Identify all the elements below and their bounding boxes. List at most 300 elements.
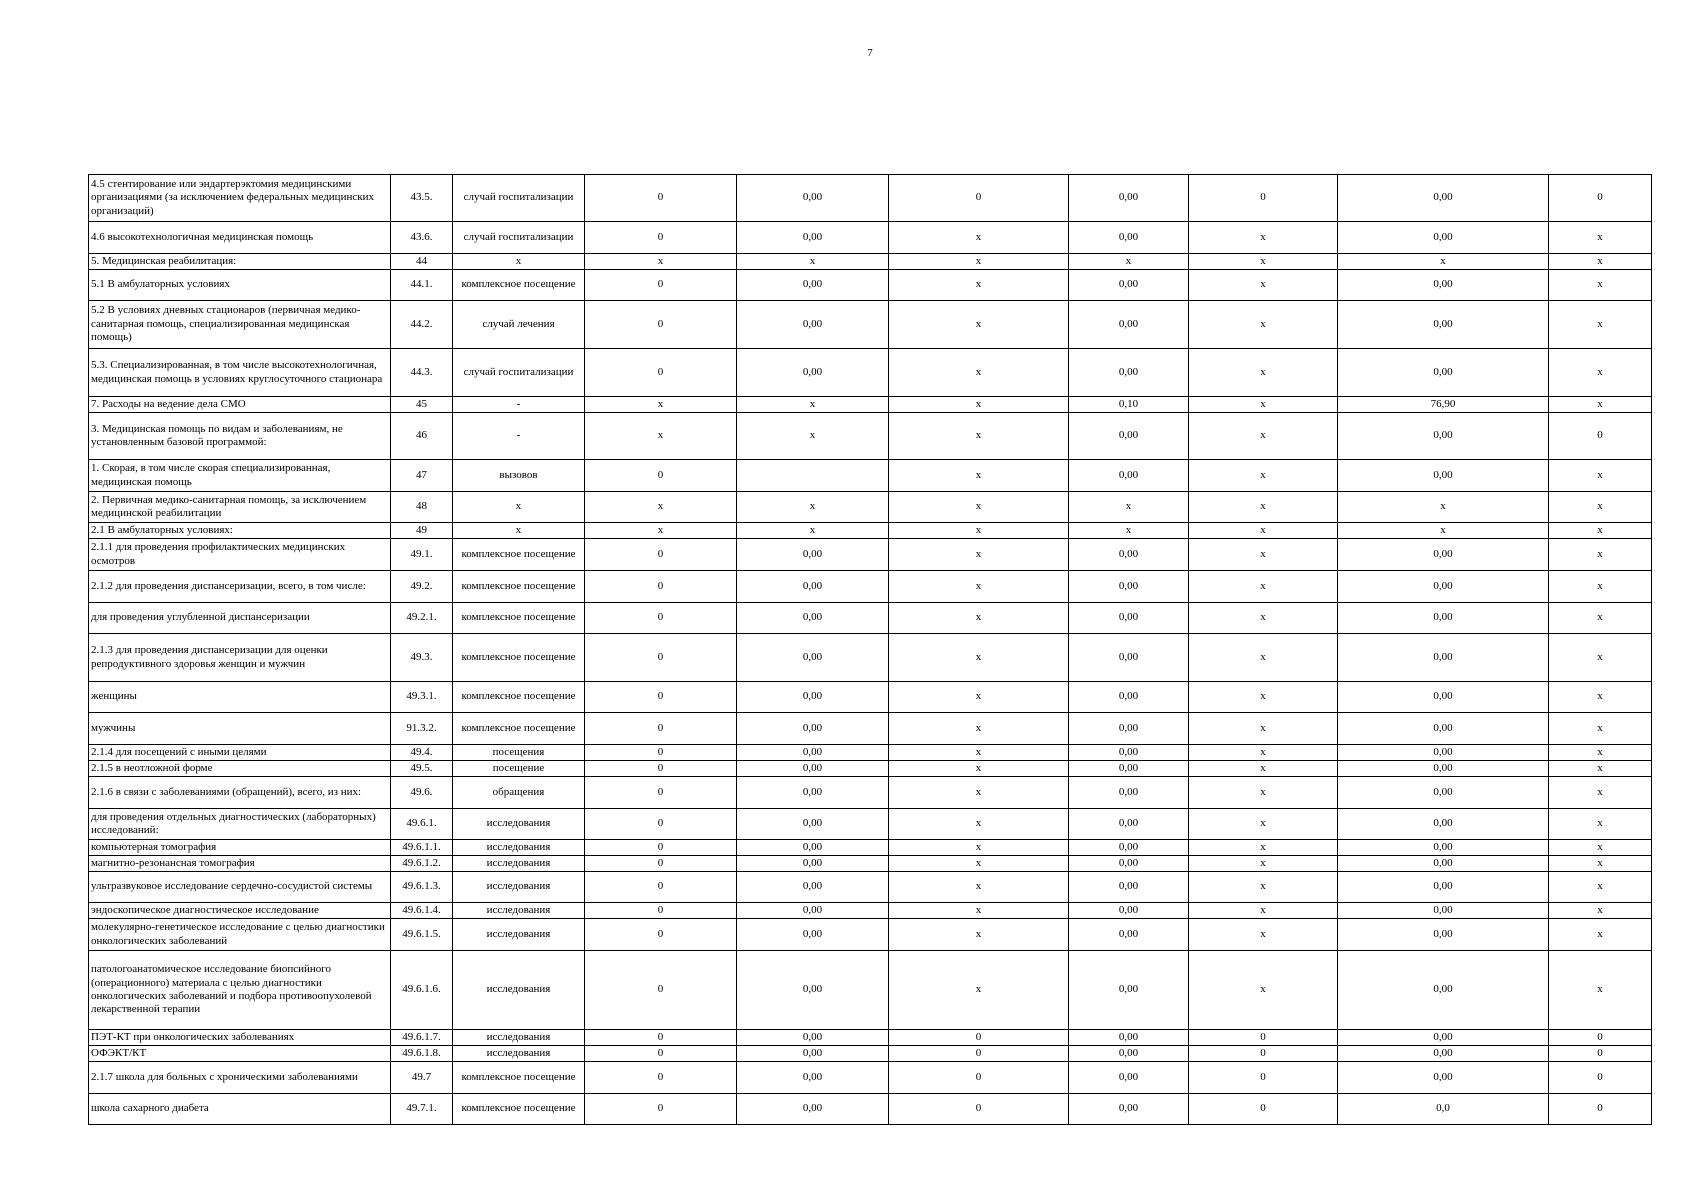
cell-col-9: 0,00 [1338,761,1549,777]
cell-col-10: x [1549,872,1652,903]
cell-col-8: x [1189,856,1338,872]
cell-col-5: 0,00 [737,903,889,919]
cell-col-7: x [1069,492,1189,523]
cell-indicator-name: для проведения углубленной диспансеризации [89,603,391,634]
cell-indicator-name: магнитно-резонансная томография [89,856,391,872]
cell-col-5: 0,00 [737,777,889,809]
cell-indicator-name: мужчины [89,713,391,745]
cell-row-code: 49.6.1.4. [391,903,453,919]
table-row [89,903,1652,919]
cell-col-7: 0,00 [1069,571,1189,603]
cell-col-6: x [889,413,1069,460]
cell-row-code: 49.6. [391,777,453,809]
cell-col-8: x [1189,603,1338,634]
cell-unit: комплексное посещение [453,270,585,301]
cell-col-4: 0 [585,349,737,397]
cell-col-9: 0,00 [1338,1046,1549,1062]
cell-row-code: 49.7 [391,1062,453,1094]
cell-indicator-name: для проведения отдельных диагностических (лабораторных) исследований: [89,809,391,840]
cell-col-7: 0,00 [1069,603,1189,634]
cell-unit: комплексное посещение [453,571,585,603]
cell-indicator-name: 2.1.7 школа для больных с хроническими заболеваниями [89,1062,391,1094]
cell-col-6: x [889,951,1069,1030]
cell-col-8: x [1189,397,1338,413]
cell-row-code: 49.6.1.3. [391,872,453,903]
cell-col-10: x [1549,254,1652,270]
cell-col-6: 0 [889,175,1069,222]
cell-col-6: x [889,840,1069,856]
cell-col-8: 0 [1189,1030,1338,1046]
cell-col-10: x [1549,903,1652,919]
cell-col-7: 0,10 [1069,397,1189,413]
cell-row-code: 47 [391,460,453,492]
cell-row-code: 49.1. [391,539,453,571]
cell-col-6: x [889,919,1069,951]
cell-unit: комплексное посещение [453,1094,585,1125]
cell-indicator-name: 4.6 высокотехнологичная медицинская помощь [89,222,391,254]
cell-unit: посещения [453,745,585,761]
cell-col-4: 0 [585,951,737,1030]
cell-col-10: 0 [1549,1094,1652,1125]
cell-unit: комплексное посещение [453,682,585,713]
cell-col-5: 0,00 [737,175,889,222]
cell-col-6: x [889,761,1069,777]
cell-indicator-name: школа сахарного диабета [89,1094,391,1125]
cell-col-8: x [1189,222,1338,254]
cell-col-8: x [1189,903,1338,919]
cell-col-4: 0 [585,1094,737,1125]
cell-col-6: x [889,571,1069,603]
cell-row-code: 49.2. [391,571,453,603]
cell-col-5 [737,460,889,492]
cell-col-5: 0,00 [737,634,889,682]
cell-col-8: x [1189,872,1338,903]
cell-unit: комплексное посещение [453,539,585,571]
table-row [89,809,1652,840]
cell-col-8: x [1189,761,1338,777]
cell-col-5: 0,00 [737,222,889,254]
cell-col-8: x [1189,301,1338,349]
page-number: 7 [867,47,873,59]
cell-col-4: x [585,413,737,460]
table-row [89,951,1652,1030]
cell-col-10: x [1549,270,1652,301]
cell-unit: комплексное посещение [453,1062,585,1094]
cell-col-5: 0,00 [737,603,889,634]
cell-col-10: 0 [1549,175,1652,222]
cell-unit: вызовов [453,460,585,492]
cell-col-9: 0,00 [1338,634,1549,682]
cell-col-6: 0 [889,1046,1069,1062]
cell-col-6: x [889,270,1069,301]
cell-col-10: x [1549,301,1652,349]
cell-unit: исследования [453,809,585,840]
cell-indicator-name: 2.1.5 в неотложной форме [89,761,391,777]
cell-col-9: 0,00 [1338,539,1549,571]
cell-col-9: 0,00 [1338,713,1549,745]
cell-col-9: 0,00 [1338,175,1549,222]
cell-row-code: 49.6.1.7. [391,1030,453,1046]
table-row [89,254,1652,270]
cell-unit: исследования [453,1030,585,1046]
cell-col-8: x [1189,840,1338,856]
cell-col-9: 0,00 [1338,571,1549,603]
cell-col-10: x [1549,634,1652,682]
cell-col-4: 0 [585,682,737,713]
cell-row-code: 49.6.1.5. [391,919,453,951]
cell-col-10: x [1549,222,1652,254]
cell-indicator-name: 2.1.6 в связи с заболеваниями (обращений), всего, из них: [89,777,391,809]
table-row [89,856,1652,872]
cell-col-4: 0 [585,1046,737,1062]
cell-col-10: x [1549,460,1652,492]
cell-col-7: 0,00 [1069,1030,1189,1046]
cell-col-4: 0 [585,761,737,777]
cell-col-8: x [1189,571,1338,603]
table-row [89,1094,1652,1125]
table-row [89,713,1652,745]
cell-col-7: 0,00 [1069,903,1189,919]
cell-unit: x [453,492,585,523]
cell-col-9: 0,00 [1338,1030,1549,1046]
cell-col-4: 0 [585,1062,737,1094]
cell-col-4: 0 [585,745,737,761]
cell-col-4: 0 [585,809,737,840]
cell-row-code: 49.7.1. [391,1094,453,1125]
cell-col-5: 0,00 [737,809,889,840]
cell-unit: исследования [453,872,585,903]
cell-col-5: 0,00 [737,951,889,1030]
cell-col-10: x [1549,349,1652,397]
cell-col-6: x [889,349,1069,397]
cell-unit: исследования [453,951,585,1030]
cell-col-10: x [1549,761,1652,777]
cell-col-4: x [585,523,737,539]
cell-col-5: x [737,397,889,413]
cell-indicator-name: 2.1.4 для посещений с иными целями [89,745,391,761]
cell-row-code: 43.6. [391,222,453,254]
cell-col-9: x [1338,254,1549,270]
cell-col-10: x [1549,713,1652,745]
cell-col-8: x [1189,745,1338,761]
cell-col-10: 0 [1549,413,1652,460]
cell-col-8: x [1189,539,1338,571]
cell-col-8: x [1189,254,1338,270]
cell-indicator-name: 2. Первичная медико-санитарная помощь, за исключением медицинской реабилитации [89,492,391,523]
cell-indicator-name: молекулярно-генетическое исследование с целью диагностики онкологических заболеваний [89,919,391,951]
cell-row-code: 44.1. [391,270,453,301]
cell-col-7: 0,00 [1069,349,1189,397]
cell-col-5: 0,00 [737,745,889,761]
cell-indicator-name: 5.1 В амбулаторных условиях [89,270,391,301]
table-row [89,492,1652,523]
cell-row-code: 49.6.1.8. [391,1046,453,1062]
cell-col-10: x [1549,856,1652,872]
cell-unit: исследования [453,840,585,856]
cell-col-8: x [1189,951,1338,1030]
cell-unit: исследования [453,919,585,951]
cell-col-9: 0,00 [1338,349,1549,397]
cell-col-6: 0 [889,1030,1069,1046]
cell-row-code: 49.6.1. [391,809,453,840]
cell-col-4: 0 [585,270,737,301]
cell-row-code: 45 [391,397,453,413]
cell-indicator-name: ОФЭКТ/КТ [89,1046,391,1062]
cell-indicator-name: 5. Медицинская реабилитация: [89,254,391,270]
cell-col-4: x [585,254,737,270]
cell-col-9: 0,00 [1338,270,1549,301]
cell-col-4: 0 [585,603,737,634]
cell-col-10: x [1549,539,1652,571]
cell-col-9: 0,00 [1338,856,1549,872]
cell-indicator-name: патологоанатомическое исследование биопсийного (операционного) материала с целью диагностики онкологических заболеваний и подбора противоопухолевой лекарственной терапии [89,951,391,1030]
cell-unit: - [453,413,585,460]
cell-indicator-name: 3. Медицинская помощь по видам и заболеваниям, не установленным базовой программой: [89,413,391,460]
cell-col-5: x [737,523,889,539]
cell-col-7: 0,00 [1069,777,1189,809]
cell-col-10: x [1549,397,1652,413]
cell-col-7: 0,00 [1069,745,1189,761]
cell-col-7: 0,00 [1069,460,1189,492]
data-table [88,174,1652,1125]
cell-indicator-name: 5.2 В условиях дневных стационаров (первичная медико-санитарная помощь, специализированная медицинская помощь) [89,301,391,349]
cell-col-5: 0,00 [737,840,889,856]
cell-row-code: 49.3.1. [391,682,453,713]
cell-col-8: x [1189,270,1338,301]
cell-col-4: 0 [585,856,737,872]
cell-col-7: 0,00 [1069,1094,1189,1125]
cell-indicator-name: 7. Расходы на ведение дела СМО [89,397,391,413]
table-row [89,397,1652,413]
cell-col-5: 0,00 [737,856,889,872]
cell-col-9: 76,90 [1338,397,1549,413]
cell-unit: случай госпитализации [453,222,585,254]
cell-indicator-name: 2.1.1 для проведения профилактических медицинских осмотров [89,539,391,571]
cell-indicator-name: ультразвуковое исследование сердечно-сосудистой системы [89,872,391,903]
table-row [89,222,1652,254]
table-row [89,1046,1652,1062]
cell-col-7: 0,00 [1069,856,1189,872]
cell-col-4: 0 [585,175,737,222]
cell-col-9: 0,00 [1338,777,1549,809]
cell-col-8: x [1189,460,1338,492]
cell-col-6: x [889,856,1069,872]
cell-row-code: 49.6.1.2. [391,856,453,872]
cell-col-10: x [1549,777,1652,809]
cell-col-5: 0,00 [737,682,889,713]
cell-row-code: 44.2. [391,301,453,349]
cell-col-6: x [889,745,1069,761]
cell-col-4: 0 [585,1030,737,1046]
cell-unit: случай лечения [453,301,585,349]
cell-col-7: 0,00 [1069,222,1189,254]
cell-unit: - [453,397,585,413]
cell-col-8: x [1189,492,1338,523]
cell-col-4: 0 [585,301,737,349]
table-row [89,413,1652,460]
cell-unit: случай госпитализации [453,175,585,222]
table-row [89,634,1652,682]
cell-col-6: x [889,713,1069,745]
cell-col-4: 0 [585,919,737,951]
cell-row-code: 49.4. [391,745,453,761]
cell-col-6: x [889,539,1069,571]
cell-col-6: x [889,634,1069,682]
cell-col-4: 0 [585,872,737,903]
cell-unit: x [453,254,585,270]
cell-col-7: 0,00 [1069,301,1189,349]
cell-indicator-name: женщины [89,682,391,713]
cell-row-code: 44 [391,254,453,270]
cell-unit: исследования [453,1046,585,1062]
cell-indicator-name: 1. Скорая, в том числе скорая специализированная, медицинская помощь [89,460,391,492]
cell-col-5: 0,00 [737,539,889,571]
cell-col-6: x [889,222,1069,254]
cell-col-7: 0,00 [1069,809,1189,840]
table-row [89,523,1652,539]
cell-col-6: x [889,682,1069,713]
cell-col-7: 0,00 [1069,634,1189,682]
cell-row-code: 49.2.1. [391,603,453,634]
cell-col-10: x [1549,840,1652,856]
cell-col-9: 0,00 [1338,840,1549,856]
table-row [89,603,1652,634]
cell-col-7: 0,00 [1069,175,1189,222]
cell-col-9: 0,00 [1338,603,1549,634]
table-row [89,840,1652,856]
cell-col-9: 0,00 [1338,1062,1549,1094]
cell-col-8: 0 [1189,1094,1338,1125]
cell-col-10: 0 [1549,1046,1652,1062]
cell-col-5: x [737,413,889,460]
cell-row-code: 49.3. [391,634,453,682]
cell-col-4: 0 [585,222,737,254]
table-row [89,539,1652,571]
cell-indicator-name: 4.5 стентирование или эндартерэктомия медицинскими организациями (за исключением федеральных медицинских организаций) [89,175,391,222]
cell-col-5: 0,00 [737,872,889,903]
cell-row-code: 49.6.1.6. [391,951,453,1030]
cell-row-code: 44.3. [391,349,453,397]
cell-col-7: 0,00 [1069,951,1189,1030]
cell-col-6: 0 [889,1062,1069,1094]
table-row [89,761,1652,777]
cell-indicator-name: 5.3. Специализированная, в том числе высокотехнологичная, медицинская помощь в условиях круглосуточного стационара [89,349,391,397]
cell-unit: комплексное посещение [453,603,585,634]
cell-unit: комплексное посещение [453,634,585,682]
cell-col-6: x [889,301,1069,349]
cell-col-7: 0,00 [1069,761,1189,777]
cell-col-6: x [889,809,1069,840]
table-row [89,301,1652,349]
cell-col-8: x [1189,634,1338,682]
cell-col-6: x [889,523,1069,539]
cell-col-4: 0 [585,571,737,603]
cell-col-5: 0,00 [737,713,889,745]
cell-col-9: 0,00 [1338,222,1549,254]
cell-col-9: 0,00 [1338,745,1549,761]
cell-col-4: 0 [585,460,737,492]
table-row [89,777,1652,809]
cell-col-4: 0 [585,777,737,809]
cell-col-10: x [1549,745,1652,761]
cell-unit: x [453,523,585,539]
cell-col-7: 0,00 [1069,713,1189,745]
cell-col-9: 0,0 [1338,1094,1549,1125]
cell-row-code: 48 [391,492,453,523]
cell-col-7: 0,00 [1069,270,1189,301]
cell-unit: случай госпитализации [453,349,585,397]
cell-col-8: x [1189,349,1338,397]
table-row [89,682,1652,713]
cell-col-8: x [1189,413,1338,460]
cell-col-9: 0,00 [1338,903,1549,919]
cell-col-10: 0 [1549,1062,1652,1094]
cell-col-9: 0,00 [1338,682,1549,713]
cell-col-4: 0 [585,713,737,745]
cell-col-7: 0,00 [1069,919,1189,951]
cell-col-5: 0,00 [737,301,889,349]
cell-unit: исследования [453,903,585,919]
cell-row-code: 46 [391,413,453,460]
cell-col-4: 0 [585,634,737,682]
cell-col-10: x [1549,523,1652,539]
cell-col-8: x [1189,809,1338,840]
cell-col-6: x [889,460,1069,492]
table-row [89,745,1652,761]
cell-col-6: x [889,872,1069,903]
table-row [89,349,1652,397]
cell-col-10: x [1549,603,1652,634]
cell-col-10: x [1549,809,1652,840]
cell-unit: исследования [453,856,585,872]
cell-col-4: 0 [585,840,737,856]
cell-col-7: x [1069,254,1189,270]
cell-unit: посещение [453,761,585,777]
cell-col-6: x [889,397,1069,413]
cell-col-9: 0,00 [1338,460,1549,492]
cell-col-6: x [889,254,1069,270]
cell-col-9: 0,00 [1338,301,1549,349]
cell-indicator-name: 2.1.2 для проведения диспансеризации, всего, в том числе: [89,571,391,603]
cell-col-9: x [1338,492,1549,523]
cell-col-6: x [889,603,1069,634]
cell-col-8: x [1189,523,1338,539]
cell-indicator-name: ПЭТ-КТ при онкологических заболеваниях [89,1030,391,1046]
table-row [89,571,1652,603]
cell-col-6: x [889,903,1069,919]
cell-col-9: 0,00 [1338,809,1549,840]
cell-col-8: x [1189,713,1338,745]
cell-col-7: 0,00 [1069,539,1189,571]
cell-col-5: 0,00 [737,761,889,777]
cell-indicator-name: эндоскопическое диагностическое исследование [89,903,391,919]
cell-col-9: x [1338,523,1549,539]
cell-col-4: x [585,397,737,413]
cell-col-4: 0 [585,903,737,919]
cell-col-8: 0 [1189,175,1338,222]
cell-col-10: x [1549,951,1652,1030]
cell-col-5: x [737,492,889,523]
cell-col-8: x [1189,682,1338,713]
cell-col-7: 0,00 [1069,872,1189,903]
cell-row-code: 49.6.1.1. [391,840,453,856]
cell-row-code: 91.3.2. [391,713,453,745]
cell-col-9: 0,00 [1338,919,1549,951]
cell-col-7: 0,00 [1069,1046,1189,1062]
table-row [89,1062,1652,1094]
cell-col-5: x [737,254,889,270]
table-row [89,175,1652,222]
